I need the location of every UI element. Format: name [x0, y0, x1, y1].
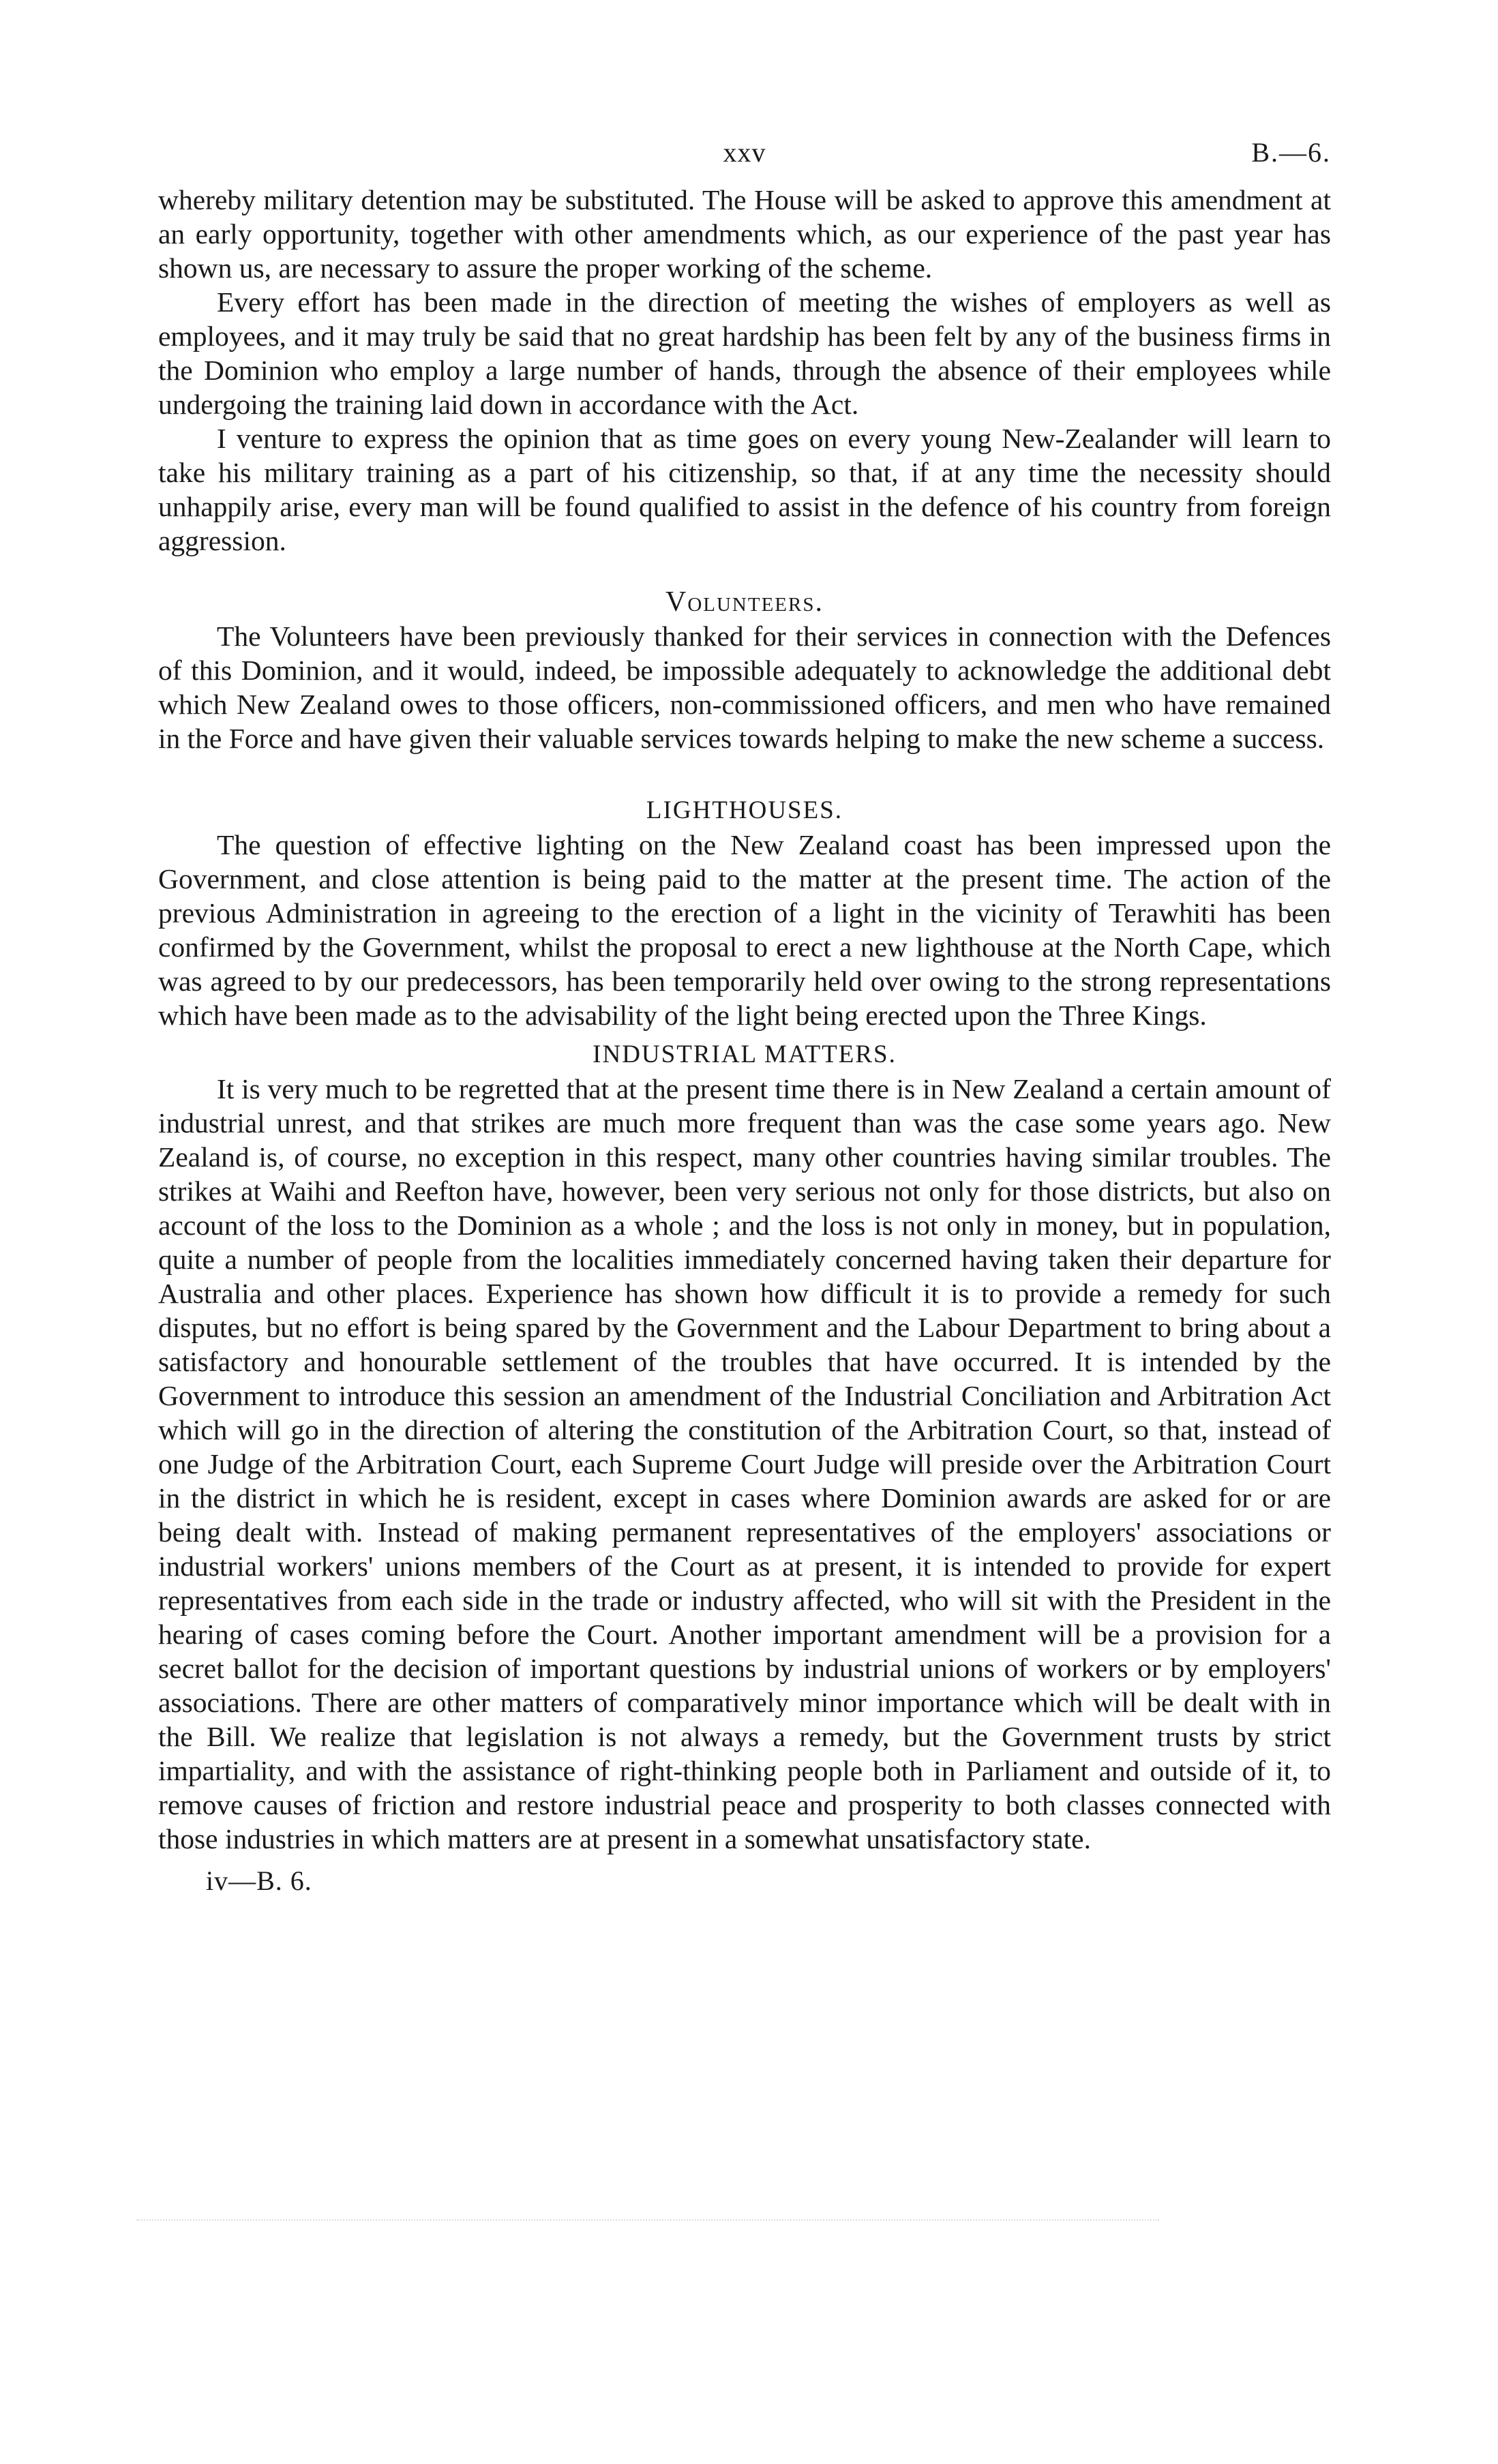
page-specks — [136, 2219, 1159, 2241]
document-reference: B.—6. — [1251, 137, 1331, 168]
document-page — [158, 136, 1331, 1898]
paragraph-citizenship: I venture to express the opinion that as time goes on every young New-Zealander will learn to take his military training as a part of his citizenship, so that, if at any time the necessity should unhappily arise, every man will be found qualified to assist in the defence of his country from foreign aggression. — [158, 423, 1331, 556]
signature-mark: iv—B. 6. — [206, 1865, 312, 1896]
heading-volunteers: Volunteers. — [665, 586, 824, 618]
running-head — [158, 136, 1331, 177]
paragraph-volunteers: The Volunteers have been previously thanked for their services in connection with the Defences of this Dominion, and it would, indeed, be impossible adequately to acknowledge the additional debt which New Zealand owes to those officers, non-commissioned officers, and men who have remained in the Force and have given their valuable services towards helping to make the new scheme a success. — [158, 620, 1331, 754]
paragraph-lighthouses: The question of effective lighting on the New Zealand coast has been impressed upon the Government, and close attention is being paid to the matter at the present time. The action of the previous Administration in agreeing to the erection of a light in the vicinity of Terawhiti has been confirmed by the Government, whilst the proposal to erect a new lighthouse at the North Cape, which was agreed to by our predecessors, has been temporarily held over owing to the strong representations which have been made as to the advisability of the light being erected upon the Three Kings. — [158, 829, 1331, 1031]
heading-lighthouses: LIGHTHOUSES. — [646, 796, 843, 824]
heading-industrial-matters: INDUSTRIAL MATTERS. — [593, 1040, 897, 1068]
paragraph-continuation: whereby military detention may be substituted. The House will be asked to approve this amendment at an early opportunity, together with other amendments which, as our experience of the past year has shown us, are necessary to assure the proper working of the scheme. — [158, 184, 1331, 284]
paragraph-employers: Every effort has been made in the direction of meeting the wishes of employers as well as employees, and it may truly be said that no great hardship has been felt by any of the business firms in the Dominion who employ a large number of hands, through the absence of their employees while undergoing the training laid down in accordance with the Act. — [158, 286, 1331, 420]
page-number: xxv — [723, 137, 766, 168]
paragraph-industrial-matters: It is very much to be regretted that at the present time there is in New Zealand a certain amount of industrial unrest, and that strikes are much more frequent than was the case some years ago. New Zealand is, of course, no exception in this respect, many other countries having similar troubles. The strikes at Waihi and Reefton have, however, been very serious not only for those districts, but also on account of the loss to the Dominion as a whole ; and the loss is not only in money, but in population, quite a number of people from the localities immediately concerned having taken their departure for Australia and other places. Experience has shown how difficult it is to provide a remedy for such disputes, but no effort is being spared by the Government and the Labour Department to bring about a satisfactory and honourable settlement of the troubles that have occurred. It is intended by the Government to introduce this session an amendment of the Industrial Conciliation and Arbitration Act which will go in the direction of altering the constitution of the Arbitration Court, so that, instead of one Judge of the Arbitration Court, each Supreme Court Judge will preside over the Arbitration Court in the district in which he is resident, except in cases where Dominion awards are asked for or are being dealt with. Instead of making permanent representatives of the employers' associations or industrial workers' unions members of the Court as at present, it is intended to provide for expert representatives from each side in the trade or industry affected, who will sit with the President in the hearing of cases coming before the Court. Another important amendment will be a provision for a secret ballot for the decision of important questions by industrial unions of workers or by employers' associations. There are other matters of comparatively minor importance which will be dealt with in the Bill. We realize that legislation is not always a remedy, but the Government trusts by strict impartiality, and with the assistance of right-thinking people both in Parliament and outside of it, to remove causes of friction and restore industrial peace and prosperity to both classes connected with those industries in which matters are at present in a somewhat unsatisfactory state. — [158, 1073, 1331, 1854]
